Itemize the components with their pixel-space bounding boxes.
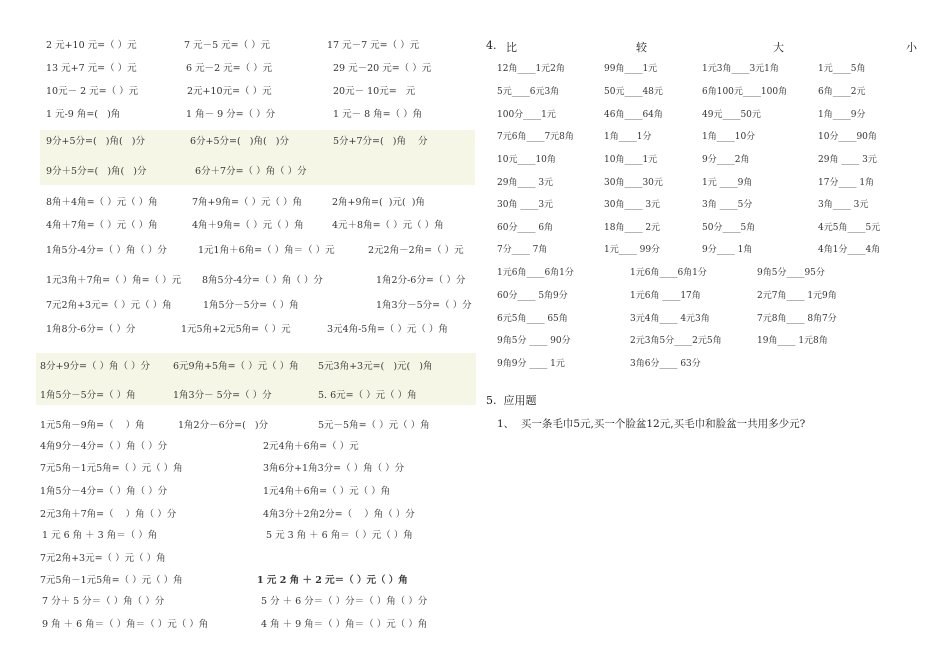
- arithmetic-problem: 1 元-9 角=( )角: [46, 109, 121, 120]
- compare-item: 9分____2角: [702, 155, 750, 165]
- compare-item: 30角____ 3元: [604, 200, 661, 210]
- compare-item: 2元7角____ 1元9角: [757, 291, 837, 301]
- arithmetic-problem: 1角5分－5分=（ ）角: [203, 300, 299, 311]
- arithmetic-problem: 1元4角＋6角=（ ）元（ ）角: [263, 486, 391, 497]
- compare-item: 1元6角____6角1分: [497, 268, 574, 278]
- arithmetic-problem: 6元9角+5角=（ ）元（ ）角: [173, 361, 299, 372]
- compare-item: 46角____64角: [604, 110, 663, 120]
- arithmetic-problem: 2角+9角=( )元( )角: [332, 197, 425, 208]
- arithmetic-problem: 4角9分－4分=（ ）角（ ）分: [40, 441, 168, 452]
- arithmetic-problem: 5元－5角=（ ）元（ ）角: [318, 420, 430, 431]
- arithmetic-problem: 1元3角＋7角=（ ）角=（ ）元: [46, 275, 182, 286]
- arithmetic-problem: 8分+9分=（ ）角（ ）分: [40, 361, 151, 372]
- arithmetic-problem: 8角＋4角=（ ）元（ ）角: [46, 197, 158, 208]
- arithmetic-problem: 9分＋5分=( )角( )分: [46, 166, 147, 177]
- compare-item: 19角____ 1元8角: [757, 336, 828, 346]
- arithmetic-problem: 29 元－20 元=（ ）元: [333, 63, 432, 74]
- arithmetic-problem: 1元5角－9角=（ ）角: [40, 420, 145, 431]
- compare-item: 7元6角____7元8角: [497, 132, 574, 142]
- arithmetic-problem: 1 元 2 角 ＋ 2 元＝（ ）元（ ）角: [257, 575, 408, 586]
- compare-item: 60分____ 5角9分: [497, 291, 568, 301]
- arithmetic-problem: 20元－ 10元= 元: [333, 86, 416, 97]
- compare-item: 1角____10分: [702, 132, 756, 142]
- compare-item: 18角____ 2元: [604, 223, 661, 233]
- arithmetic-problem: 2元2角－2角=（ ）元: [368, 245, 464, 256]
- arithmetic-problem: 13 元+7 元=（ ）元: [46, 63, 137, 74]
- compare-item: 4元5角____5元: [818, 223, 881, 233]
- arithmetic-problem: 17 元－7 元=（ ）元: [327, 40, 420, 51]
- compare-item: 7元8角____ 8角7分: [757, 314, 837, 324]
- arithmetic-problem: 1 角－ 9 分=（ ）分: [186, 109, 276, 120]
- arithmetic-problem: 5分+7分=( )角 分: [333, 136, 428, 147]
- arithmetic-problem: 7 元－5 元=（ ）元: [184, 40, 271, 51]
- arithmetic-problem: 5元3角+3元=( )元( )角: [318, 361, 433, 372]
- compare-item: 30角 ____3元: [497, 200, 554, 210]
- compare-item: 5元____6元3角: [497, 87, 560, 97]
- compare-item: 3角6分____ 63分: [630, 359, 701, 369]
- compare-item: 29角____ 3元: [497, 178, 554, 188]
- arithmetic-problem: 5 分 ＋ 6 分＝（ ）分＝（ ）角（ ）分: [261, 596, 428, 607]
- compare-item: 50元____48元: [604, 87, 663, 97]
- compare-item: 17分____ 1角: [818, 178, 875, 188]
- compare-item: 1角____9分: [818, 110, 866, 120]
- section4-number: 4.: [486, 39, 497, 52]
- arithmetic-problem: 6分＋7分=（ ）角（ ）分: [195, 166, 307, 177]
- arithmetic-problem: 5 元 3 角 ＋ 6 角＝（ ）元（ ）角: [266, 530, 413, 541]
- arithmetic-problem: 1 元－ 8 角=（ ）角: [333, 109, 423, 120]
- compare-item: 4角1分____4角: [818, 245, 881, 255]
- compare-item: 7分____ 7角: [497, 245, 548, 255]
- compare-item: 49元____50元: [702, 110, 761, 120]
- compare-item: 1元6角____6角1分: [630, 268, 707, 278]
- arithmetic-problem: 1角5分－5分=（ ）角: [40, 390, 136, 401]
- compare-item: 12角____1元2角: [497, 64, 565, 74]
- compare-item: 6角____2元: [818, 87, 866, 97]
- compare-item: 1元____5角: [818, 64, 866, 74]
- arithmetic-problem: 1角5分－4分=（ ）角（ ）分: [40, 486, 168, 497]
- arithmetic-problem: 4角＋9角=（ ）元（ ）角: [192, 220, 304, 231]
- arithmetic-problem: 3角6分+1角3分=（ ）角（ ）分: [263, 463, 405, 474]
- arithmetic-problem: 6分+5分=( )角( )分: [190, 136, 289, 147]
- compare-item: 1元 ____9角: [702, 178, 753, 188]
- compare-item: 1角____1分: [604, 132, 652, 142]
- compare-item: 50分____5角: [702, 223, 756, 233]
- compare-item: 29角 ____ 3元: [818, 155, 877, 165]
- compare-item: 9角5分 ____ 90分: [497, 336, 571, 346]
- arithmetic-problem: 5. 6元=（ ）元（ ）角: [318, 390, 417, 401]
- section4-title-char: 大: [773, 41, 784, 54]
- compare-item: 3元4角____ 4元3角: [630, 314, 710, 324]
- compare-item: 100分____1元: [497, 110, 556, 120]
- arithmetic-problem: 1元5角+2元5角=（ ）元: [181, 324, 291, 335]
- compare-item: 3角 ____5分: [702, 200, 753, 210]
- arithmetic-problem: 4角3分＋2角2分=（ ）角（ ）分: [263, 509, 415, 520]
- compare-item: 1元3角____3元1角: [702, 64, 779, 74]
- arithmetic-problem: 1元1角＋6角=（ ）角＝（ ）元: [198, 245, 335, 256]
- arithmetic-problem: 4角＋7角=（ ）元（ ）角: [46, 220, 158, 231]
- compare-item: 1元6角 ____17角: [630, 291, 701, 301]
- section4-title-char: 比: [506, 41, 517, 54]
- arithmetic-problem: 7元2角+3元=（ ）元（ ）角: [40, 553, 166, 564]
- arithmetic-problem: 7元5角－1元5角=（ ）元（ ）角: [40, 575, 183, 586]
- section4-heading: [486, 39, 916, 53]
- arithmetic-problem: 4 角 ＋ 9 角＝（ ）角＝（ ）元（ ）角: [261, 619, 428, 630]
- compare-item: 2元3角5分____2元5角: [630, 336, 722, 346]
- arithmetic-problem: 1角8分-6分=（ ）分: [46, 324, 136, 335]
- arithmetic-problem: 1角2分－6分=( )分: [178, 420, 269, 431]
- section4-title-char: 小: [906, 41, 917, 54]
- arithmetic-problem: 2元3角＋7角=（ ）角（ ）分: [40, 509, 177, 520]
- arithmetic-problem: 7角+9角=（ ）元（ ）角: [192, 197, 303, 208]
- compare-item: 1元____ 99分: [604, 245, 661, 255]
- arithmetic-problem: 9分+5分=( )角( )分: [46, 136, 145, 147]
- arithmetic-problem: 1角3分－ 5分=（ ）分: [173, 390, 272, 401]
- compare-item: 6元5角____ 65角: [497, 314, 568, 324]
- compare-item: 60分____ 6角: [497, 223, 554, 233]
- arithmetic-problem: 3元4角-5角=（ ）元（ ）角: [327, 324, 448, 335]
- arithmetic-problem: 4元＋8角=（ ）元（ ）角: [332, 220, 444, 231]
- compare-item: 10分____90角: [818, 132, 877, 142]
- compare-item: 30角____30元: [604, 178, 663, 188]
- section5-question-1: 1、 买一条毛巾5元,买一个脸盆12元,买毛巾和脸盆一共用多少元?: [497, 418, 806, 430]
- arithmetic-problem: 7元2角+3元=（ ）元（ ）角: [46, 300, 172, 311]
- arithmetic-problem: 2元4角＋6角=（ ）元: [263, 441, 359, 452]
- compare-item: 9角5分____95分: [757, 268, 825, 278]
- arithmetic-problem: 6 元－2 元=（ ）元: [186, 63, 273, 74]
- arithmetic-problem: 7 分＋ 5 分＝（ ）角（ ）分: [42, 596, 165, 607]
- arithmetic-problem: 1角3分－5分=（ ）分: [376, 300, 472, 311]
- arithmetic-problem: 7元5角－1元5角=（ ）元（ ）角: [40, 463, 183, 474]
- compare-item: 10角____1元: [604, 155, 658, 165]
- compare-item: 9角9分 ____ 1元: [497, 359, 565, 369]
- arithmetic-problem: 9 角 ＋ 6 角＝（ ）角＝（ ）元（ ）角: [42, 619, 209, 630]
- arithmetic-problem: 1 元 6 角 ＋ 3 角＝（ ）角: [42, 530, 158, 541]
- arithmetic-problem: 2元+10元=（ ）元: [187, 86, 272, 97]
- arithmetic-problem: 8角5分-4分=（ ）角（ ）分: [202, 275, 323, 286]
- compare-item: 10元____10角: [497, 155, 556, 165]
- compare-item: 6角100元____100角: [702, 87, 788, 97]
- compare-item: 3角____ 3元: [818, 200, 869, 210]
- compare-item: 9分____ 1角: [702, 245, 753, 255]
- arithmetic-problem: 2 元+10 元=（ ）元: [46, 40, 137, 51]
- section4-title-char: 较: [636, 41, 647, 54]
- arithmetic-problem: 1角2分-6分=（ ）分: [376, 275, 466, 286]
- arithmetic-problem: 10元－ 2 元=（ ）元: [46, 86, 139, 97]
- arithmetic-problem: 1角5分-4分=（ ）角（ ）分: [46, 245, 167, 256]
- section5-title: 5. 应用题: [486, 394, 537, 407]
- compare-item: 99角____1元: [604, 64, 658, 74]
